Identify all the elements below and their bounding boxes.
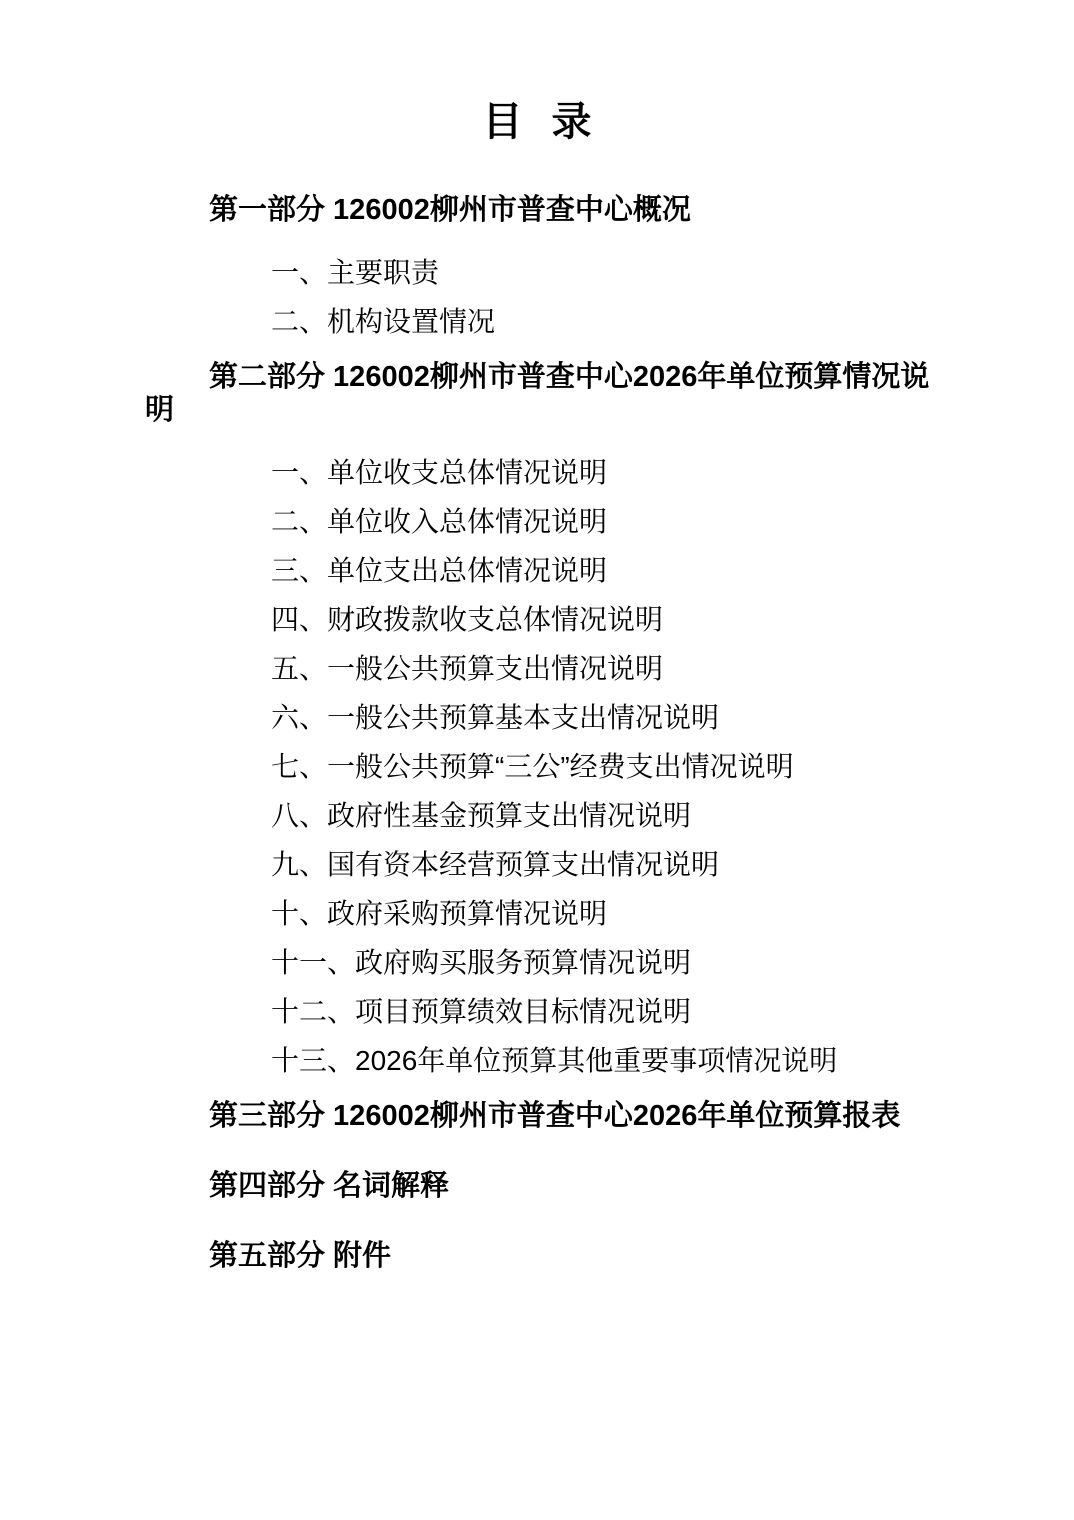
section-heading-part2: 第二部分 126002柳州市普查中心2026年单位预算情况说明 [145, 361, 930, 426]
toc-item: 四、财政拨款收支总体情况说明 [271, 604, 664, 635]
toc-item: 一、主要职责 [271, 257, 440, 288]
toc-item: 十、政府采购预算情况说明 [271, 898, 608, 929]
toc-item: 五、一般公共预算支出情况说明 [271, 653, 664, 684]
toc-item: 七、一般公共预算“三公”经费支出情况说明 [271, 751, 794, 782]
toc-item: 二、机构设置情况 [271, 306, 496, 337]
toc-item: 二、单位收入总体情况说明 [271, 506, 608, 537]
toc-item: 六、一般公共预算基本支出情况说明 [271, 702, 720, 733]
toc-section-part4 [145, 1170, 930, 1203]
toc-item: 八、政府性基金预算支出情况说明 [271, 800, 692, 831]
section-heading-part4: 第四部分 名词解释 [209, 1170, 450, 1202]
toc-item: 三、单位支出总体情况说明 [271, 555, 608, 586]
page-title: 目 录 [482, 100, 593, 144]
toc-item: 十二、项目预算绩效目标情况说明 [271, 996, 692, 1027]
toc-list-part2 [271, 448, 930, 1085]
section-heading-part1: 第一部分 126002柳州市普查中心概况 [209, 194, 691, 226]
toc-item: 一、单位收支总体情况说明 [271, 457, 608, 488]
toc-item: 十三、2026年单位预算其他重要事项情况说明 [271, 1045, 838, 1076]
toc-item: 十一、政府购买服务预算情况说明 [271, 947, 692, 978]
toc-list-part1 [271, 248, 930, 346]
toc-section-part2 [145, 361, 930, 1085]
section-heading-part5: 第五部分 附件 [209, 1240, 392, 1272]
toc-item: 九、国有资本经营预算支出情况说明 [271, 849, 720, 880]
toc-section-part5 [145, 1240, 930, 1273]
toc-section-part1 [145, 194, 930, 346]
toc-section-part3 [145, 1100, 930, 1133]
section-heading-part3: 第三部分 126002柳州市普查中心2026年单位预算报表 [209, 1100, 901, 1132]
